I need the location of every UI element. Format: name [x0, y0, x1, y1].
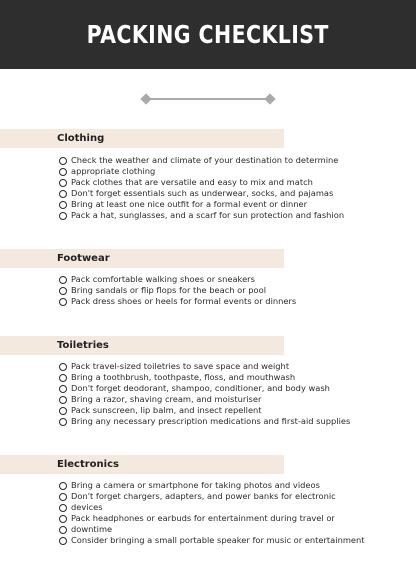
checkbox-circle-icon[interactable] [59, 418, 67, 426]
checklist-item[interactable] [59, 524, 365, 535]
checklist-item-label: devices [71, 502, 103, 512]
checkbox-circle-icon[interactable] [59, 482, 67, 490]
checklist-item-label: Bring a toothbrush, toothpaste, floss, and mouthwash [71, 372, 296, 382]
checkbox-circle-icon[interactable] [59, 385, 67, 393]
checklist-item[interactable] [59, 480, 365, 491]
checklist-item[interactable] [59, 285, 296, 296]
checklist-item-label: Check the weather and climate of your destination to determine [71, 155, 339, 165]
page-header [0, 0, 416, 69]
section-heading-band [0, 455, 284, 474]
checklist-item-label: Pack a hat, sunglasses, and a scarf for sun protection and fashion [71, 210, 345, 220]
checkbox-circle-icon[interactable] [59, 190, 67, 198]
checklist-item-label: Bring any necessary prescription medications and first-aid supplies [71, 416, 351, 426]
checklist-item[interactable] [59, 296, 296, 307]
checklist-item[interactable] [59, 188, 344, 199]
checklist-item-label: Bring a razor, shaving cream, and moisturiser [71, 394, 262, 404]
page-title: PACKING CHECKLIST [86, 20, 330, 49]
checkbox-circle-icon[interactable] [59, 407, 67, 415]
checkbox-circle-icon[interactable] [59, 212, 67, 220]
checklist-item[interactable] [59, 383, 350, 394]
checklist-item[interactable] [59, 210, 344, 221]
checkbox-circle-icon[interactable] [59, 201, 67, 209]
checklist-item-label: downtime [71, 524, 113, 534]
section-heading: Footwear [57, 253, 110, 264]
checklist-item-label: Pack comfortable walking shoes or sneakers [71, 274, 255, 284]
section-heading: Toiletries [57, 340, 109, 351]
checkbox-circle-icon[interactable] [59, 537, 67, 545]
checkbox-circle-icon[interactable] [59, 179, 67, 187]
checklist [59, 155, 344, 221]
checklist-item-label: Don't forget deodorant, shampoo, conditioner, and body wash [71, 383, 330, 393]
checkbox-circle-icon[interactable] [59, 504, 67, 512]
checkbox-circle-icon[interactable] [59, 168, 67, 176]
checkbox-circle-icon[interactable] [59, 396, 67, 404]
checklist-item-label: Pack dress shoes or heels for formal events or dinners [71, 296, 297, 306]
checklist-item-label: Bring sandals or flip flops for the beach or pool [71, 285, 267, 295]
divider-diamond-left [140, 93, 151, 104]
checkbox-circle-icon[interactable] [59, 287, 67, 295]
checklist-item[interactable] [59, 372, 350, 383]
checklist-item-label: Don't forget chargers, adapters, and power banks for electronic [71, 491, 336, 501]
checkbox-circle-icon[interactable] [59, 515, 67, 523]
checklist-item[interactable] [59, 166, 344, 177]
checklist-item[interactable] [59, 491, 365, 502]
checklist-item[interactable] [59, 274, 296, 285]
divider-diamond-right [264, 93, 275, 104]
checklist-item-label: appropriate clothing [71, 166, 156, 176]
checklist-item[interactable] [59, 361, 350, 372]
checklist-item[interactable] [59, 177, 344, 188]
checklist-item[interactable] [59, 199, 344, 210]
checkbox-circle-icon[interactable] [59, 363, 67, 371]
checklist-item-label: Bring a camera or smartphone for taking photos and videos [71, 480, 320, 490]
checklist-item[interactable] [59, 502, 365, 513]
checklist-item-label: Pack sunscreen, lip balm, and insect repellent [71, 405, 262, 415]
checklist-item[interactable] [59, 405, 350, 416]
section-heading-band [0, 336, 284, 355]
section-heading: Clothing [57, 133, 105, 144]
checkbox-circle-icon[interactable] [59, 493, 67, 501]
checklist-item[interactable] [59, 416, 350, 427]
checklist-item[interactable] [59, 513, 365, 524]
checklist-item[interactable] [59, 155, 344, 166]
checklist-item-label: Don't forget essentials such as underwear, socks, and pajamas [71, 188, 334, 198]
checklist [59, 361, 350, 427]
checkbox-circle-icon[interactable] [59, 157, 67, 165]
decorative-divider [142, 94, 274, 104]
checklist-item-label: Consider bringing a small portable speaker for music or entertainment [71, 535, 365, 545]
checkbox-circle-icon[interactable] [59, 526, 67, 534]
divider-line [146, 98, 270, 100]
checklist-item[interactable] [59, 535, 365, 546]
checklist-item-label: Pack headphones or earbuds for entertainment during travel or [71, 513, 335, 523]
checkbox-circle-icon[interactable] [59, 276, 67, 284]
checklist [59, 480, 365, 546]
checkbox-circle-icon[interactable] [59, 298, 67, 306]
checklist-item[interactable] [59, 394, 350, 405]
checklist [59, 274, 296, 307]
section-heading-band [0, 249, 284, 268]
section-heading-band [0, 129, 284, 148]
checklist-item-label: Pack travel-sized toiletries to save space and weight [71, 361, 290, 371]
checklist-item-label: Bring at least one nice outfit for a formal event or dinner [71, 199, 308, 209]
checklist-item-label: Pack clothes that are versatile and easy to mix and match [71, 177, 313, 187]
section-heading: Electronics [57, 459, 119, 470]
checkbox-circle-icon[interactable] [59, 374, 67, 382]
